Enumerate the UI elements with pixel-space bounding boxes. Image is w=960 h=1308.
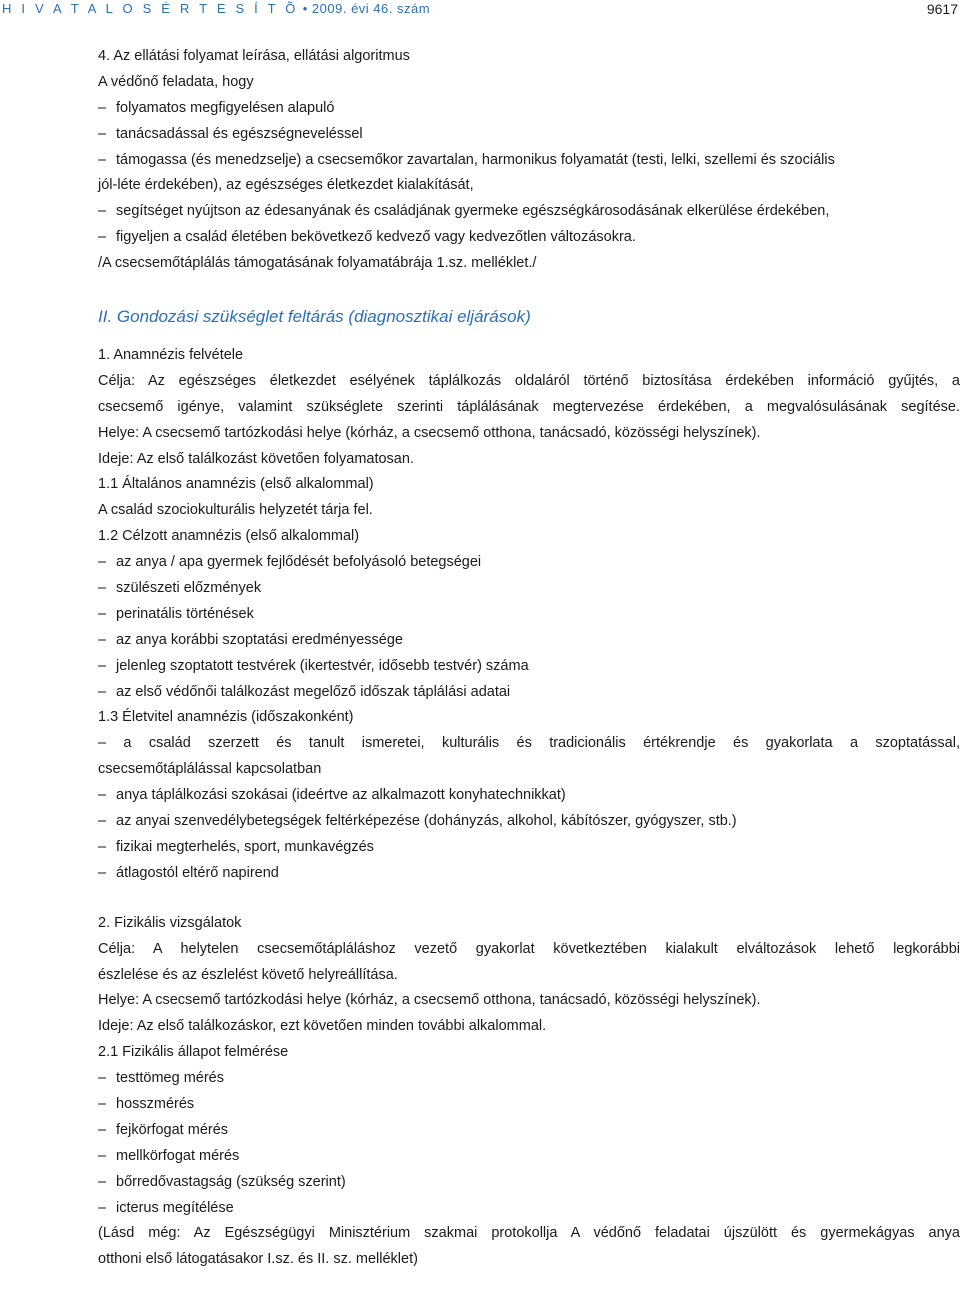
document-body xyxy=(98,44,960,1273)
dash-bullet xyxy=(98,680,116,706)
text-line xyxy=(98,988,960,1014)
line-text: – a család szerzett és tanult ismeretei, kulturális és tradicionális értékrendje és gyakorlata a szoptatással, xyxy=(98,735,960,752)
text-line xyxy=(98,524,960,550)
line-text: otthoni első látogatásakor I.sz. és II. sz. melléklet) xyxy=(98,1251,418,1268)
line-text: Célja: A helytelen csecsemőtápláláshoz vezető gyakorlat következtében kialakult elváltozások lehető legkorábbi xyxy=(98,940,960,957)
issue-label: 2009. évi 46. szám xyxy=(311,1,431,16)
text-line xyxy=(98,395,960,421)
dash-bullet xyxy=(98,122,116,148)
list-item xyxy=(98,1196,960,1222)
dash-bullet xyxy=(98,1170,116,1196)
line-text: (Lásd még: Az Egészségügyi Minisztérium szakmai protokollja A védőnő feladatai újszülött és gyermekágyas anya xyxy=(98,1225,960,1242)
line-text: 2.1 Fizikális állapot felmérése xyxy=(98,1044,289,1061)
list-item xyxy=(98,1170,960,1196)
line-text: fizikai megterhelés, sport, munkavégzés xyxy=(116,838,374,855)
line-text: csecsemő igénye, valamint szükséglete szerinti táplálásának megtervezése érdekében, a megvalósulásának segítése. xyxy=(98,398,960,415)
dash-bullet xyxy=(98,783,116,809)
dash-bullet xyxy=(98,628,116,654)
text-line xyxy=(98,447,960,473)
line-text: Helye: A csecsemő tartózkodási helye (kórház, a csecsemő otthona, tanácsadó, közösségi helyszínek). xyxy=(98,424,761,441)
dash-bullet xyxy=(98,550,116,576)
line-text: folyamatos megfigyelésen alapuló xyxy=(116,99,335,116)
line-text: Ideje: Az első találkozást követően folyamatosan. xyxy=(98,450,414,467)
line-text: átlagostól eltérő napirend xyxy=(116,864,279,881)
header-bullet: • xyxy=(302,1,308,16)
list-item xyxy=(98,199,960,225)
line-text: az anyai szenvedélybetegségek feltérképezése (dohányzás, alkohol, kábítószer, gyógyszer, stb.) xyxy=(116,813,737,830)
list-item xyxy=(98,96,960,122)
line-text: az első védőnői találkozást megelőző időszak táplálási adatai xyxy=(116,683,511,700)
line-text: Célja: Az egészséges életkezdet esélyének táplálkozás oldaláról történő biztosítása érdekében információ gyűjtés, a xyxy=(98,372,960,389)
dash-bullet xyxy=(98,225,116,251)
list-item xyxy=(98,1144,960,1170)
list-item xyxy=(98,628,960,654)
list-item xyxy=(98,1092,960,1118)
dash-bullet xyxy=(98,1144,116,1170)
text-line xyxy=(98,1247,960,1273)
header-publication xyxy=(2,1,430,16)
line-text: jól-léte érdekében), az egészséges életkezdet kialakítását, xyxy=(98,177,474,194)
dash-bullet xyxy=(98,602,116,628)
dash-bullet xyxy=(98,654,116,680)
section-4-block xyxy=(98,44,960,277)
list-item xyxy=(98,225,960,251)
line-text: perinatális történések xyxy=(116,605,254,622)
physical-exam-block xyxy=(98,911,960,1273)
line-text: csecsemőtáplálással kapcsolatban xyxy=(98,761,322,778)
section-heading: II. Gondozási szükséglet feltárás (diagnosztikai eljárások) xyxy=(98,307,531,327)
list-item xyxy=(98,680,960,706)
line-text: A család szociokulturális helyzetét tárja fel. xyxy=(98,502,373,519)
list-item xyxy=(98,1066,960,1092)
text-line xyxy=(98,173,960,199)
text-line xyxy=(98,70,960,96)
publication-title: H I V A T A L O S É R T E S Í T Õ xyxy=(2,1,299,16)
line-text: mellkörfogat mérés xyxy=(116,1147,240,1164)
line-text: az anya korábbi szoptatási eredményessége xyxy=(116,631,403,648)
line-text: icterus megítélése xyxy=(116,1199,234,1216)
line-text: Helye: A csecsemő tartózkodási helye (kórház, a csecsemő otthona, tanácsadó, közösségi helyszínek). xyxy=(98,992,761,1009)
list-item xyxy=(98,602,960,628)
line-text: 1.2 Célzott anamnézis (első alkalommal) xyxy=(98,528,360,545)
line-text: hosszmérés xyxy=(116,1095,195,1112)
line-text: segítséget nyújtson az édesanyának és családjának gyermeke egészségkárosodásának elkerülése érdekében, xyxy=(116,203,830,220)
text-line xyxy=(98,937,960,963)
dash-bullet xyxy=(98,199,116,225)
list-item xyxy=(98,835,960,861)
line-text: fejkörfogat mérés xyxy=(116,1121,229,1138)
list-item xyxy=(98,1118,960,1144)
line-text: 2. Fizikális vizsgálatok xyxy=(98,914,242,931)
line-text: tanácsadással és egészségneveléssel xyxy=(116,125,363,142)
spacer xyxy=(98,887,960,911)
text-line xyxy=(98,911,960,937)
text-line xyxy=(98,1040,960,1066)
list-item xyxy=(98,783,960,809)
text-line xyxy=(98,1014,960,1040)
text-line xyxy=(98,705,960,731)
line-text: /A csecsemőtáplálás támogatásának folyamatábrája 1.sz. melléklet./ xyxy=(98,255,537,272)
text-line xyxy=(98,472,960,498)
line-text: testtömeg mérés xyxy=(116,1070,224,1087)
line-text: A védőnő feladata, hogy xyxy=(98,73,254,90)
dash-bullet xyxy=(98,1066,116,1092)
text-line xyxy=(98,1221,960,1247)
line-text: figyeljen a család életében bekövetkező kedvező vagy kedvezőtlen változásokra. xyxy=(116,229,636,246)
list-item xyxy=(98,576,960,602)
text-line xyxy=(98,251,960,277)
text-line xyxy=(98,731,960,757)
line-text: 1. Anamnézis felvétele xyxy=(98,347,244,364)
dash-bullet xyxy=(98,96,116,122)
list-item xyxy=(98,550,960,576)
text-line xyxy=(98,44,960,70)
line-text: Ideje: Az első találkozáskor, ezt követően minden további alkalommal. xyxy=(98,1018,547,1035)
line-text: bőrredővastagság (szükség szerint) xyxy=(116,1173,346,1190)
list-item xyxy=(98,809,960,835)
running-header xyxy=(0,0,960,18)
list-item xyxy=(98,654,960,680)
text-line xyxy=(98,498,960,524)
text-line xyxy=(98,963,960,989)
dash-bullet xyxy=(98,148,116,174)
dash-bullet xyxy=(98,835,116,861)
page-number: 9617 xyxy=(926,1,958,17)
list-item xyxy=(98,861,960,887)
text-line xyxy=(98,343,960,369)
line-text: támogassa (és menedzselje) a csecsemőkor zavartalan, harmonikus folyamatát (testi, lelki, szellemi és szociális xyxy=(116,151,835,168)
dash-bullet xyxy=(98,1092,116,1118)
dash-bullet xyxy=(98,1196,116,1222)
dash-bullet xyxy=(98,576,116,602)
line-text: észlelése és az észlelést követő helyreállítása. xyxy=(98,966,398,983)
dash-bullet xyxy=(98,809,116,835)
text-line xyxy=(98,421,960,447)
dash-bullet xyxy=(98,861,116,887)
spacer xyxy=(98,277,960,297)
text-line xyxy=(98,757,960,783)
line-text: 1.1 Általános anamnézis (első alkalommal) xyxy=(98,476,374,493)
anamnesis-block xyxy=(98,343,960,887)
list-item xyxy=(98,122,960,148)
list-item xyxy=(98,148,960,174)
dash-bullet xyxy=(98,1118,116,1144)
line-text: anya táplálkozási szokásai (ideértve az alkalmazott konyhatechnikkat) xyxy=(116,787,566,804)
line-text: jelenleg szoptatott testvérek (ikertestvér, idősebb testvér) száma xyxy=(116,657,529,674)
text-line xyxy=(98,369,960,395)
line-text: szülészeti előzmények xyxy=(116,580,262,597)
line-text: 4. Az ellátási folyamat leírása, ellátási algoritmus xyxy=(98,48,410,64)
line-text: 1.3 Életvitel anamnézis (időszakonként) xyxy=(98,709,354,726)
line-text: az anya / apa gyermek fejlődését befolyásoló betegségei xyxy=(116,554,482,571)
